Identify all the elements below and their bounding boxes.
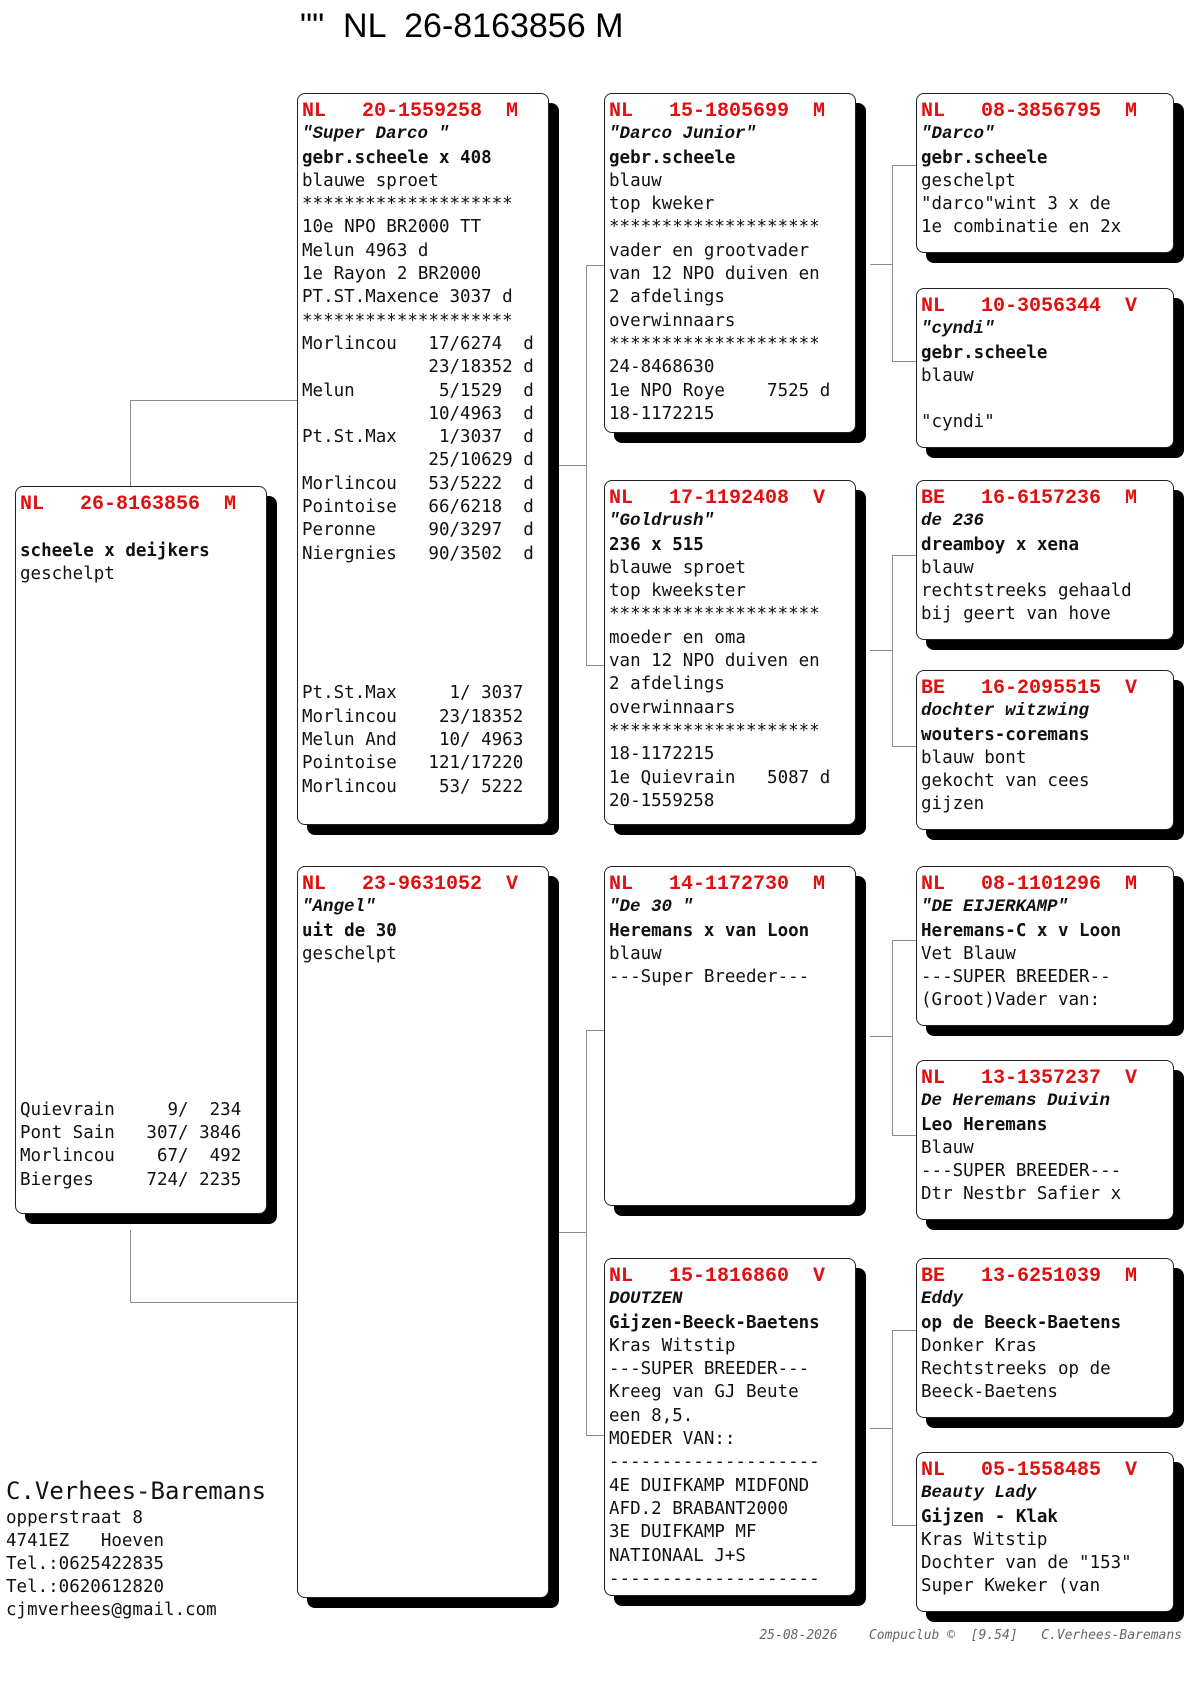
detail-line: 10/4963 d <box>302 403 534 424</box>
detail-line: bij geert van hove <box>921 604 1111 625</box>
detail-line <box>302 566 548 589</box>
pigeon-name: de 236 <box>921 511 985 532</box>
ring-number: NL 10-3056344 V <box>921 295 1138 318</box>
ring-number: BE 13-6251039 M <box>921 1265 1138 1288</box>
detail-line <box>921 388 1173 411</box>
detail-line: uit de 30 <box>302 920 397 941</box>
pedigree-card-subject <box>15 486 267 1214</box>
detail-line: een 8,5. <box>609 1405 694 1426</box>
connector <box>130 400 298 401</box>
detail-line: 18-1172215 <box>609 744 715 765</box>
pedigree-card-dam-sire <box>604 866 856 1206</box>
detail-line: Kras Witstip <box>921 1529 1048 1550</box>
detail-line <box>20 773 266 796</box>
detail-line <box>20 912 266 935</box>
detail-line: PT.ST.Maxence 3037 d <box>302 287 513 308</box>
detail-line: 25/10629 d <box>302 450 534 471</box>
pedigree-card-sire-dam <box>604 480 856 825</box>
pigeon-name: "Darco" <box>921 124 995 145</box>
pigeon-name <box>20 516 266 539</box>
detail-line: Leo Heremans <box>921 1114 1048 1135</box>
detail-line: Pont Sain 307/ 3846 <box>20 1123 242 1144</box>
pedigree-card-sire-sire-sire <box>916 93 1174 253</box>
detail-line: Heremans-C x v Loon <box>921 920 1122 941</box>
pedigree-card-dam-sire-dam <box>916 1060 1174 1220</box>
detail-line: Melun 4963 d <box>302 240 429 261</box>
pigeon-name: "De 30 " <box>609 897 694 918</box>
detail-line: dreamboy x xena <box>921 534 1080 555</box>
pedigree-card-sire-dam-dam <box>916 670 1174 830</box>
detail-line: Gijzen - Klak <box>921 1506 1058 1527</box>
detail-line: Pt.St.Max 1/3037 d <box>302 427 534 448</box>
connector <box>870 650 892 651</box>
detail-line: blauw <box>609 943 662 964</box>
pigeon-name: "Darco Junior" <box>609 124 757 145</box>
detail-line: Donker Kras <box>921 1335 1037 1356</box>
detail-line: 1e combinatie en 2x <box>921 217 1122 238</box>
detail-line: ******************** <box>609 720 820 741</box>
detail-line: overwinnaars <box>609 310 736 331</box>
detail-line: 10e NPO BR2000 TT <box>302 217 482 238</box>
pigeon-name: De Heremans Duivin <box>921 1091 1111 1112</box>
pigeon-name: "DE EIJERKAMP" <box>921 897 1069 918</box>
pedigree-card-sire-dam-sire <box>916 480 1174 640</box>
detail-line: blauwe sproet <box>302 170 439 191</box>
ring-number: BE 16-6157236 M <box>921 487 1138 510</box>
connector <box>892 165 916 166</box>
ring-number: NL 15-1816860 V <box>609 1265 826 1288</box>
detail-line: ******************** <box>609 604 820 625</box>
owner-name: C.Verhees-Baremans <box>6 1477 267 1505</box>
owner-address: opperstraat 8 <box>6 1508 143 1528</box>
pigeon-name: "Super Darco " <box>302 124 450 145</box>
pigeon-name: "cyndi" <box>921 319 995 340</box>
detail-line <box>20 679 266 702</box>
footer-credit: 25-08-2026 Compuclub © [9.54] C.Verhees-Baremans <box>759 1628 1182 1643</box>
detail-line: 2 afdelings <box>609 674 725 695</box>
connector <box>586 665 604 666</box>
connector <box>130 400 131 496</box>
detail-line: Morlincou 53/ 5222 <box>302 776 524 797</box>
detail-line: 1e Quievrain 5087 d <box>609 767 831 788</box>
detail-line: Blauw <box>921 1137 974 1158</box>
connector <box>586 1435 604 1436</box>
connector <box>586 265 604 266</box>
pigeon-name: Beauty Lady <box>921 1483 1037 1504</box>
detail-line: -------------------- <box>609 1452 820 1473</box>
detail-line <box>20 586 266 609</box>
detail-line: gekocht van cees <box>921 771 1090 792</box>
detail-line: top kweker <box>609 194 715 215</box>
connector <box>870 264 892 265</box>
detail-line: Morlincou 67/ 492 <box>20 1146 242 1167</box>
detail-line: wouters-coremans <box>921 724 1090 745</box>
detail-line: AFD.2 BRABANT2000 <box>609 1498 789 1519</box>
detail-line: moeder en oma <box>609 627 746 648</box>
detail-line: Niergnies 90/3502 d <box>302 543 534 564</box>
detail-line: gijzen <box>921 794 985 815</box>
detail-line <box>302 613 548 636</box>
detail-line: van 12 NPO duiven en <box>609 651 820 672</box>
connector <box>130 1230 131 1302</box>
connector <box>586 265 587 665</box>
detail-line: Vet Blauw <box>921 943 1016 964</box>
detail-line: Morlincou 23/18352 <box>302 706 524 727</box>
detail-line <box>20 633 266 656</box>
detail-line: ******************** <box>302 310 513 331</box>
detail-line: van 12 NPO duiven en <box>609 264 820 285</box>
detail-line: ******************** <box>609 333 820 354</box>
detail-line: Dtr Nestbr Safier x <box>921 1184 1122 1205</box>
ring-number: NL 17-1192408 V <box>609 487 826 510</box>
owner-phone-2: Tel.:0620612820 <box>6 1577 165 1597</box>
detail-line: Pointoise 66/6218 d <box>302 497 534 518</box>
detail-line: Morlincou 17/6274 d <box>302 333 534 354</box>
pedigree-card-dam <box>297 866 549 1598</box>
detail-line: ******************** <box>302 194 513 215</box>
detail-line <box>20 703 266 726</box>
detail-line <box>302 659 548 682</box>
connector <box>870 1036 892 1037</box>
connector <box>892 1330 916 1331</box>
detail-line: (Groot)Vader van: <box>921 990 1101 1011</box>
detail-line: "darco"wint 3 x de <box>921 194 1111 215</box>
owner-phone-1: Tel.:0625422835 <box>6 1554 165 1574</box>
detail-line: Peronne 90/3297 d <box>302 520 534 541</box>
ring-number: NL 26-8163856 M <box>20 493 237 516</box>
detail-line <box>20 796 266 819</box>
detail-line: Beeck-Baetens <box>921 1382 1058 1403</box>
detail-line: Pointoise 121/17220 <box>302 753 524 774</box>
ring-number: NL 08-1101296 M <box>921 873 1138 896</box>
pigeon-name: DOUTZEN <box>609 1289 683 1310</box>
detail-line: 3E DUIFKAMP MF <box>609 1522 757 1543</box>
detail-line <box>20 1029 266 1052</box>
detail-line: Quievrain 9/ 234 <box>20 1099 242 1120</box>
connector <box>892 1525 916 1526</box>
owner-block <box>6 1475 266 1622</box>
detail-line <box>20 726 266 749</box>
detail-line: Dochter van de "153" <box>921 1553 1132 1574</box>
detail-line: scheele x deijkers <box>20 540 210 561</box>
detail-line: Kras Witstip <box>609 1335 736 1356</box>
ring-number: NL 08-3856795 M <box>921 100 1138 123</box>
detail-line: overwinnaars <box>609 697 736 718</box>
detail-line: geschelpt <box>20 563 115 584</box>
detail-line: 23/18352 d <box>302 357 534 378</box>
ring-number: NL 15-1805699 M <box>609 100 826 123</box>
page-title: "" NL 26-8163856 M <box>300 7 624 45</box>
detail-line <box>20 1006 266 1029</box>
pedigree-card-sire-sire <box>604 93 856 433</box>
detail-line: ---SUPER BREEDER--- <box>609 1359 810 1380</box>
connector <box>892 1135 916 1136</box>
connector <box>558 465 586 466</box>
owner-postcode-city: 4741EZ Hoeven <box>6 1531 165 1551</box>
detail-line: ---SUPER BREEDER-- <box>921 967 1111 988</box>
detail-line: 2 afdelings <box>609 287 725 308</box>
connector <box>870 1428 892 1429</box>
pigeon-name: dochter witzwing <box>921 701 1090 722</box>
detail-line <box>20 1052 266 1075</box>
pedigree-card-dam-dam-dam <box>916 1452 1174 1612</box>
detail-line: Rechtstreeks op de <box>921 1359 1111 1380</box>
detail-line: blauw <box>921 557 974 578</box>
pedigree-card-sire-sire-dam <box>916 288 1174 448</box>
ring-number: NL 05-1558485 V <box>921 1459 1138 1482</box>
detail-line: op de Beeck-Baetens <box>921 1312 1122 1333</box>
detail-line: 18-1172215 <box>609 403 715 424</box>
connector <box>892 1330 893 1525</box>
detail-line <box>20 749 266 772</box>
connector <box>892 940 893 1135</box>
detail-line: Melun 5/1529 d <box>302 380 534 401</box>
detail-line: 24-8468630 <box>609 357 715 378</box>
detail-line <box>302 589 548 612</box>
connector <box>586 1030 604 1031</box>
detail-line <box>20 959 266 982</box>
detail-line <box>20 609 266 632</box>
pedigree-card-dam-dam <box>604 1258 856 1596</box>
detail-line: Heremans x van Loon <box>609 920 810 941</box>
detail-line <box>20 1075 266 1098</box>
detail-line: 1e NPO Roye 7525 d <box>609 380 831 401</box>
detail-line <box>302 636 548 659</box>
connector <box>892 361 916 362</box>
detail-line: vader en grootvader <box>609 240 810 261</box>
connector <box>130 1302 298 1303</box>
detail-line: ******************** <box>609 217 820 238</box>
detail-line: NATIONAAL J+S <box>609 1545 746 1566</box>
detail-line: blauw bont <box>921 747 1027 768</box>
connector <box>892 940 916 941</box>
detail-line: Kreeg van GJ Beute <box>609 1382 799 1403</box>
detail-line: blauwe sproet <box>609 557 746 578</box>
detail-line <box>20 982 266 1005</box>
detail-line: Gijzen-Beeck-Baetens <box>609 1312 820 1333</box>
detail-line: Super Kweker (van <box>921 1576 1101 1597</box>
detail-line: MOEDER VAN:: <box>609 1429 736 1450</box>
detail-line: ---Super Breeder--- <box>609 967 810 988</box>
detail-line: 236 x 515 <box>609 534 704 555</box>
detail-line: gebr.scheele <box>921 147 1048 168</box>
detail-line <box>20 842 266 865</box>
detail-line: 20-1559258 <box>609 790 715 811</box>
connector <box>892 555 893 746</box>
ring-number: NL 14-1172730 M <box>609 873 826 896</box>
ring-number: NL 13-1357237 V <box>921 1067 1138 1090</box>
ring-number: BE 16-2095515 V <box>921 677 1138 700</box>
pigeon-name: "Angel" <box>302 897 376 918</box>
detail-line: gebr.scheele x 408 <box>302 147 492 168</box>
connector <box>892 165 893 361</box>
detail-line: Morlincou 53/5222 d <box>302 473 534 494</box>
detail-line <box>20 819 266 842</box>
detail-line: geschelpt <box>921 170 1016 191</box>
detail-line: ---SUPER BREEDER--- <box>921 1161 1122 1182</box>
connector <box>892 555 916 556</box>
detail-line <box>20 889 266 912</box>
detail-line: geschelpt <box>302 943 397 964</box>
pedigree-card-dam-sire-sire <box>916 866 1174 1026</box>
pigeon-name: Eddy <box>921 1289 964 1310</box>
detail-line <box>20 936 266 959</box>
connector <box>892 746 916 747</box>
connector <box>586 1030 587 1435</box>
owner-email: cjmverhees@gmail.com <box>6 1600 217 1620</box>
detail-line: -------------------- <box>609 1568 820 1589</box>
ring-number: NL 20-1559258 M <box>302 100 519 123</box>
detail-line: blauw <box>609 170 662 191</box>
detail-line: Pt.St.Max 1/ 3037 <box>302 683 524 704</box>
ring-number: NL 23-9631052 V <box>302 873 519 896</box>
pigeon-name: "Goldrush" <box>609 511 715 532</box>
detail-line: gebr.scheele <box>609 147 736 168</box>
detail-line: "cyndi" <box>921 412 995 433</box>
detail-line: rechtstreeks gehaald <box>921 581 1132 602</box>
detail-line: 1e Rayon 2 BR2000 <box>302 264 482 285</box>
pedigree-card-sire <box>297 93 549 825</box>
detail-line: top kweekster <box>609 581 746 602</box>
pedigree-card-dam-dam-sire <box>916 1258 1174 1418</box>
detail-line: blauw <box>921 365 974 386</box>
connector <box>558 1232 586 1233</box>
detail-line: Melun And 10/ 4963 <box>302 730 524 751</box>
detail-line: Bierges 724/ 2235 <box>20 1169 242 1190</box>
detail-line <box>20 656 266 679</box>
detail-line <box>20 866 266 889</box>
detail-line: 4E DUIFKAMP MIDFOND <box>609 1475 810 1496</box>
detail-line: gebr.scheele <box>921 342 1048 363</box>
